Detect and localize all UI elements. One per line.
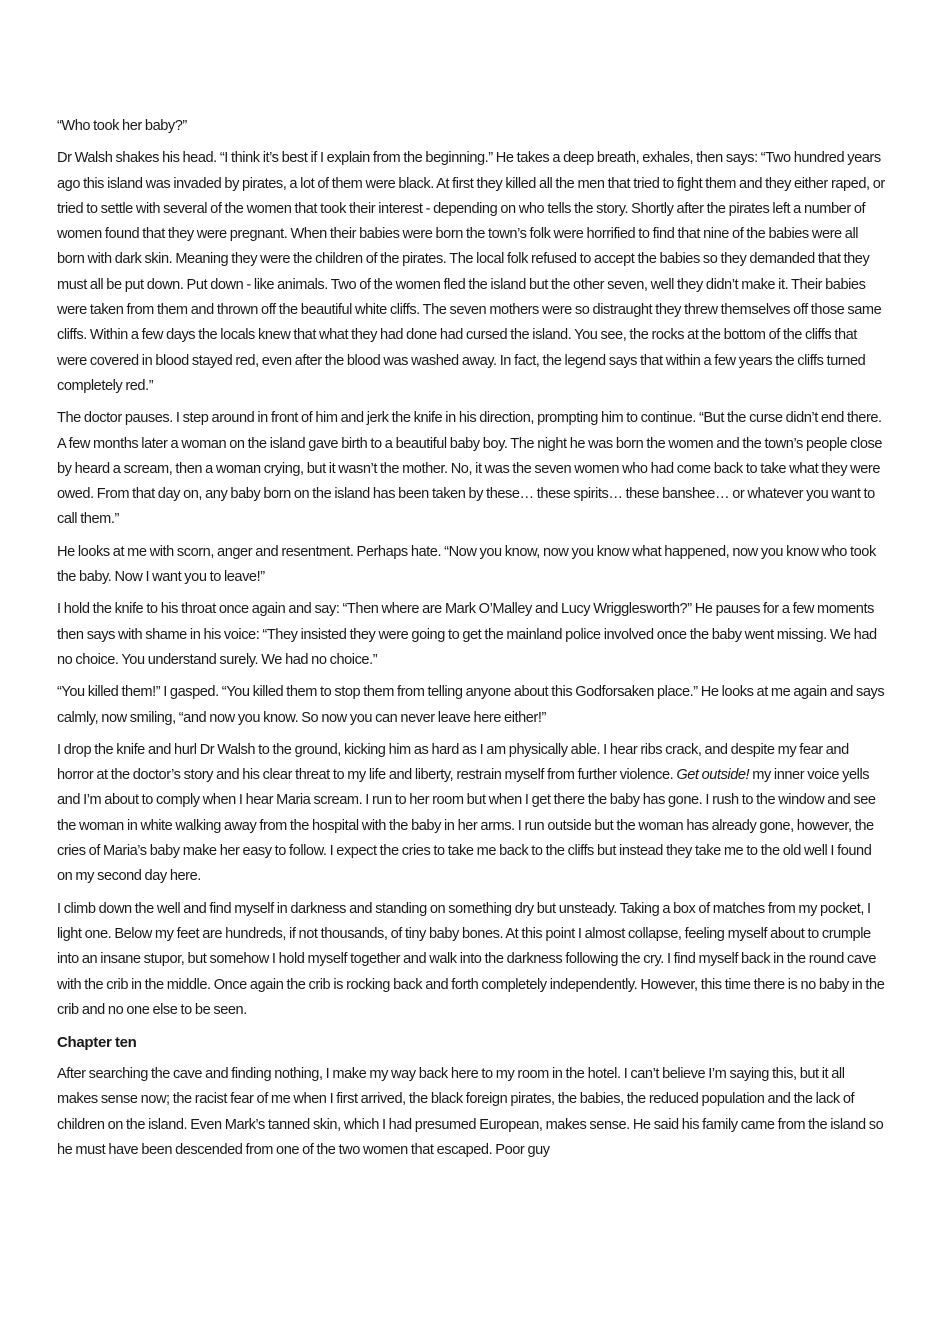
inner-voice-italic: Get outside! <box>676 767 750 784</box>
paragraph-curse-continues: The doctor pauses. I step around in front of him and jerk the knife in his direction, prompting him to continue. “But the curse didn’t end there. A few months later a woman on the island gave birth to a beautiful baby boy. The night he was born the women and the town’s people close by heard a scream, then a woman crying, but it wasn’t the mother. No, it was the seven women who had come back to take what they were owed. From that day on, any baby born on the island has been taken by these… these spirits… these banshee… or whatever you want to call them.” <box>57 410 883 528</box>
paragraph-you-killed-them: “You killed them!” I gasped. “You killed them to stop them from telling anyone about this Godforsaken place.” He looks at me again and says calmly, now smiling, “and now you know. So now you can never leave here either!” <box>57 684 885 726</box>
paragraph-final: After searching the cave and finding nothing, I make my way back here to my room in the hotel. I can’t believe I’m saying this, but it all makes sense now; the racist fear of me when I first arrived, the black foreign pirates, the babies, the reduced population and the lack of children on the island. Even Mark’s tanned skin, which I had presumed European, makes sense. He said his family came from the island so he must have been descended from one of the two women that escaped. Poor guy <box>57 1066 884 1158</box>
paragraph-violence-after: my inner voice yells and I’m about to comply when I hear Maria scream. I run to her room but when I get there the baby has gone. I rush to the window and see the woman in white walking away from the hospital with the baby in her arms. I run outside but the woman has already gone, however, the cries of Maria’s baby make her easy to follow. I expect the cries to take me back to the cliffs but instead they take me to the old well I found on my second day here. <box>57 767 876 885</box>
paragraph-violence <box>57 738 885 890</box>
paragraph-curse-history: Dr Walsh shakes his head. “I think it’s best if I explain from the beginning.” He takes a deep breath, exhales, then says: “Two hundred years ago this island was invaded by pirates, a lot of them were black. At first they killed all the men that tried to fight them and they either raped, or tried to settle with several of the women that took their interest - depending on who tells the story. Shortly after the pirates left a number of women found that they were pregnant. When their babies were born the town’s folk were horrified to find that nine of the babies were all born with dark skin. Meaning they were the children of the pirates. The local folk refused to accept the babies so they demanded that they must all be put down. Put down - like animals. Two of the women fled the island but the other seven, well they didn’t make it. Their babies were taken from them and thrown off the beautiful white cliffs. The seven mothers were so distraught they threw themselves off those same cliffs. Within a few days the locals knew that what they had done had cursed the island. You see, the rocks at the bottom of the cliffs that were covered in blood stayed red, even after the blood was washed away. In fact, the legend says that within a few years the cliffs turned completely red.” <box>57 150 885 394</box>
document-page <box>57 114 885 1170</box>
paragraph-violence-before: I drop the knife and hurl Dr Walsh to the ground, kicking him as hard as I am physically able. I hear ribs crack, and despite my fear and horror at the doctor’s story and his clear threat to my life and liberty, restrain myself from further violence. <box>57 741 849 784</box>
chapter-heading: Chapter ten <box>57 1034 137 1052</box>
paragraph-scorn: He looks at me with scorn, anger and resentment. Perhaps hate. “Now you know, now you know what happened, now you know who took the baby. Now I want you to leave!” <box>57 543 876 586</box>
paragraph-well: I climb down the well and find myself in darkness and standing on something dry but unsteady. Taking a box of matches from my pocket, I light one. Below my feet are hundreds, if not thousands, of tiny baby bones. At this point I almost collapse, feeling myself about to crumple into an insane stupor, but somehow I hold myself together and walk into the darkness following the cry. I find myself back in the round cave with the crib in the middle. Once again the crib is rocking back and forth completely independently. However, this time there is no baby in the crib and no one else to be seen. <box>57 900 885 1018</box>
paragraph-question: “Who took her baby?” <box>57 118 187 134</box>
paragraph-knife-throat: I hold the knife to his throat once again and say: “Then where are Mark O’Malley and Lucy Wrigglesworth?” He pauses for a few moments then says with shame in his voice: “They insisted they were going to get the mainland police involved once the baby went missing. We had no choice. You understand surely. We had no choice.” <box>57 601 877 668</box>
